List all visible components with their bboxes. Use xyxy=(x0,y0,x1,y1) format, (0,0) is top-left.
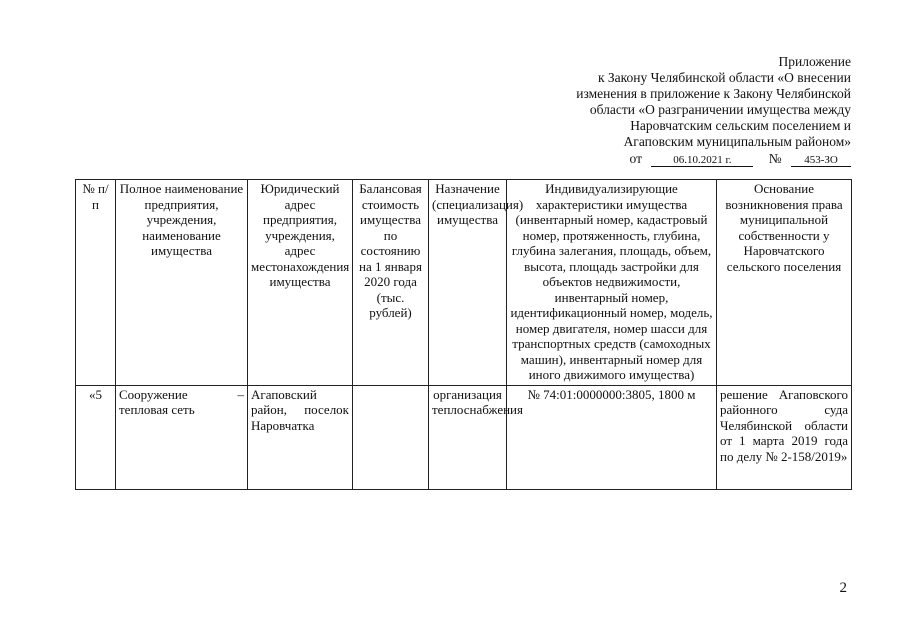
cell-balance-value xyxy=(353,385,429,489)
header-balance-value: Балансовая стоимость имущества по состоянию на 1 января 2020 года (тыс. рублей) xyxy=(353,180,429,386)
cell-characteristics: № 74:01:0000000:3805, 1800 м xyxy=(507,385,717,489)
property-table xyxy=(75,179,852,490)
header-address: Юридический адрес предприятия, учреждения, адрес местонахождения имущества xyxy=(248,180,353,386)
law-date: 06.10.2021 г. xyxy=(651,154,753,167)
law-signature-line xyxy=(531,151,851,167)
header-line-6: Агаповским муниципальным районом» xyxy=(623,134,851,149)
header-line-2: к Закону Челябинской области «О внесении xyxy=(597,70,851,85)
header-line-4: области «О разграничении имущества между xyxy=(589,102,851,117)
header-characteristics: Индивидуализирующие характеристики имущества (инвентарный номер, кадастровый номер, протяженность, глубина, глубина залегания, площадь, объем, высота, площадь застройки для объектов недвижимости, инвентарный номер, идентификационный номер, модель, номер двигателя, номер шасси для транспортных средств (самоходных машин), инвентарный номер для иного движимого имущества) xyxy=(507,180,717,386)
number-sign: № xyxy=(768,151,782,166)
cell-number: «5 xyxy=(76,385,116,489)
header-line-1: Приложение xyxy=(778,54,851,69)
from-label: от xyxy=(629,151,642,166)
table-row xyxy=(76,385,852,489)
header-purpose: Назначение (специализация) имущества xyxy=(429,180,507,386)
header-name: Полное наименование предприятия, учреждения, наименование имущества xyxy=(116,180,248,386)
page-number: 2 xyxy=(839,580,847,596)
cell-ownership-basis: решение Агаповского районного суда Челябинской области от 1 марта 2019 года по делу № 2-158/2019» xyxy=(717,385,852,489)
law-number: 453-ЗО xyxy=(791,154,851,167)
header-number: № п/п xyxy=(76,180,116,386)
cell-name: Сооружение – тепловая сеть xyxy=(116,385,248,489)
header-ownership-basis: Основание возникновения права муниципальной собственности у Наровчатского сельского поселения xyxy=(717,180,852,386)
table-header-row xyxy=(76,180,852,386)
appendix-header xyxy=(531,54,851,167)
header-line-5: Наровчатским сельским поселением и xyxy=(630,118,851,133)
cell-purpose: организация теплоснабжения xyxy=(429,385,507,489)
header-line-3: изменения в приложение к Закону Челябинской xyxy=(576,86,851,101)
cell-address: Агаповский район, поселок Наровчатка xyxy=(248,385,353,489)
